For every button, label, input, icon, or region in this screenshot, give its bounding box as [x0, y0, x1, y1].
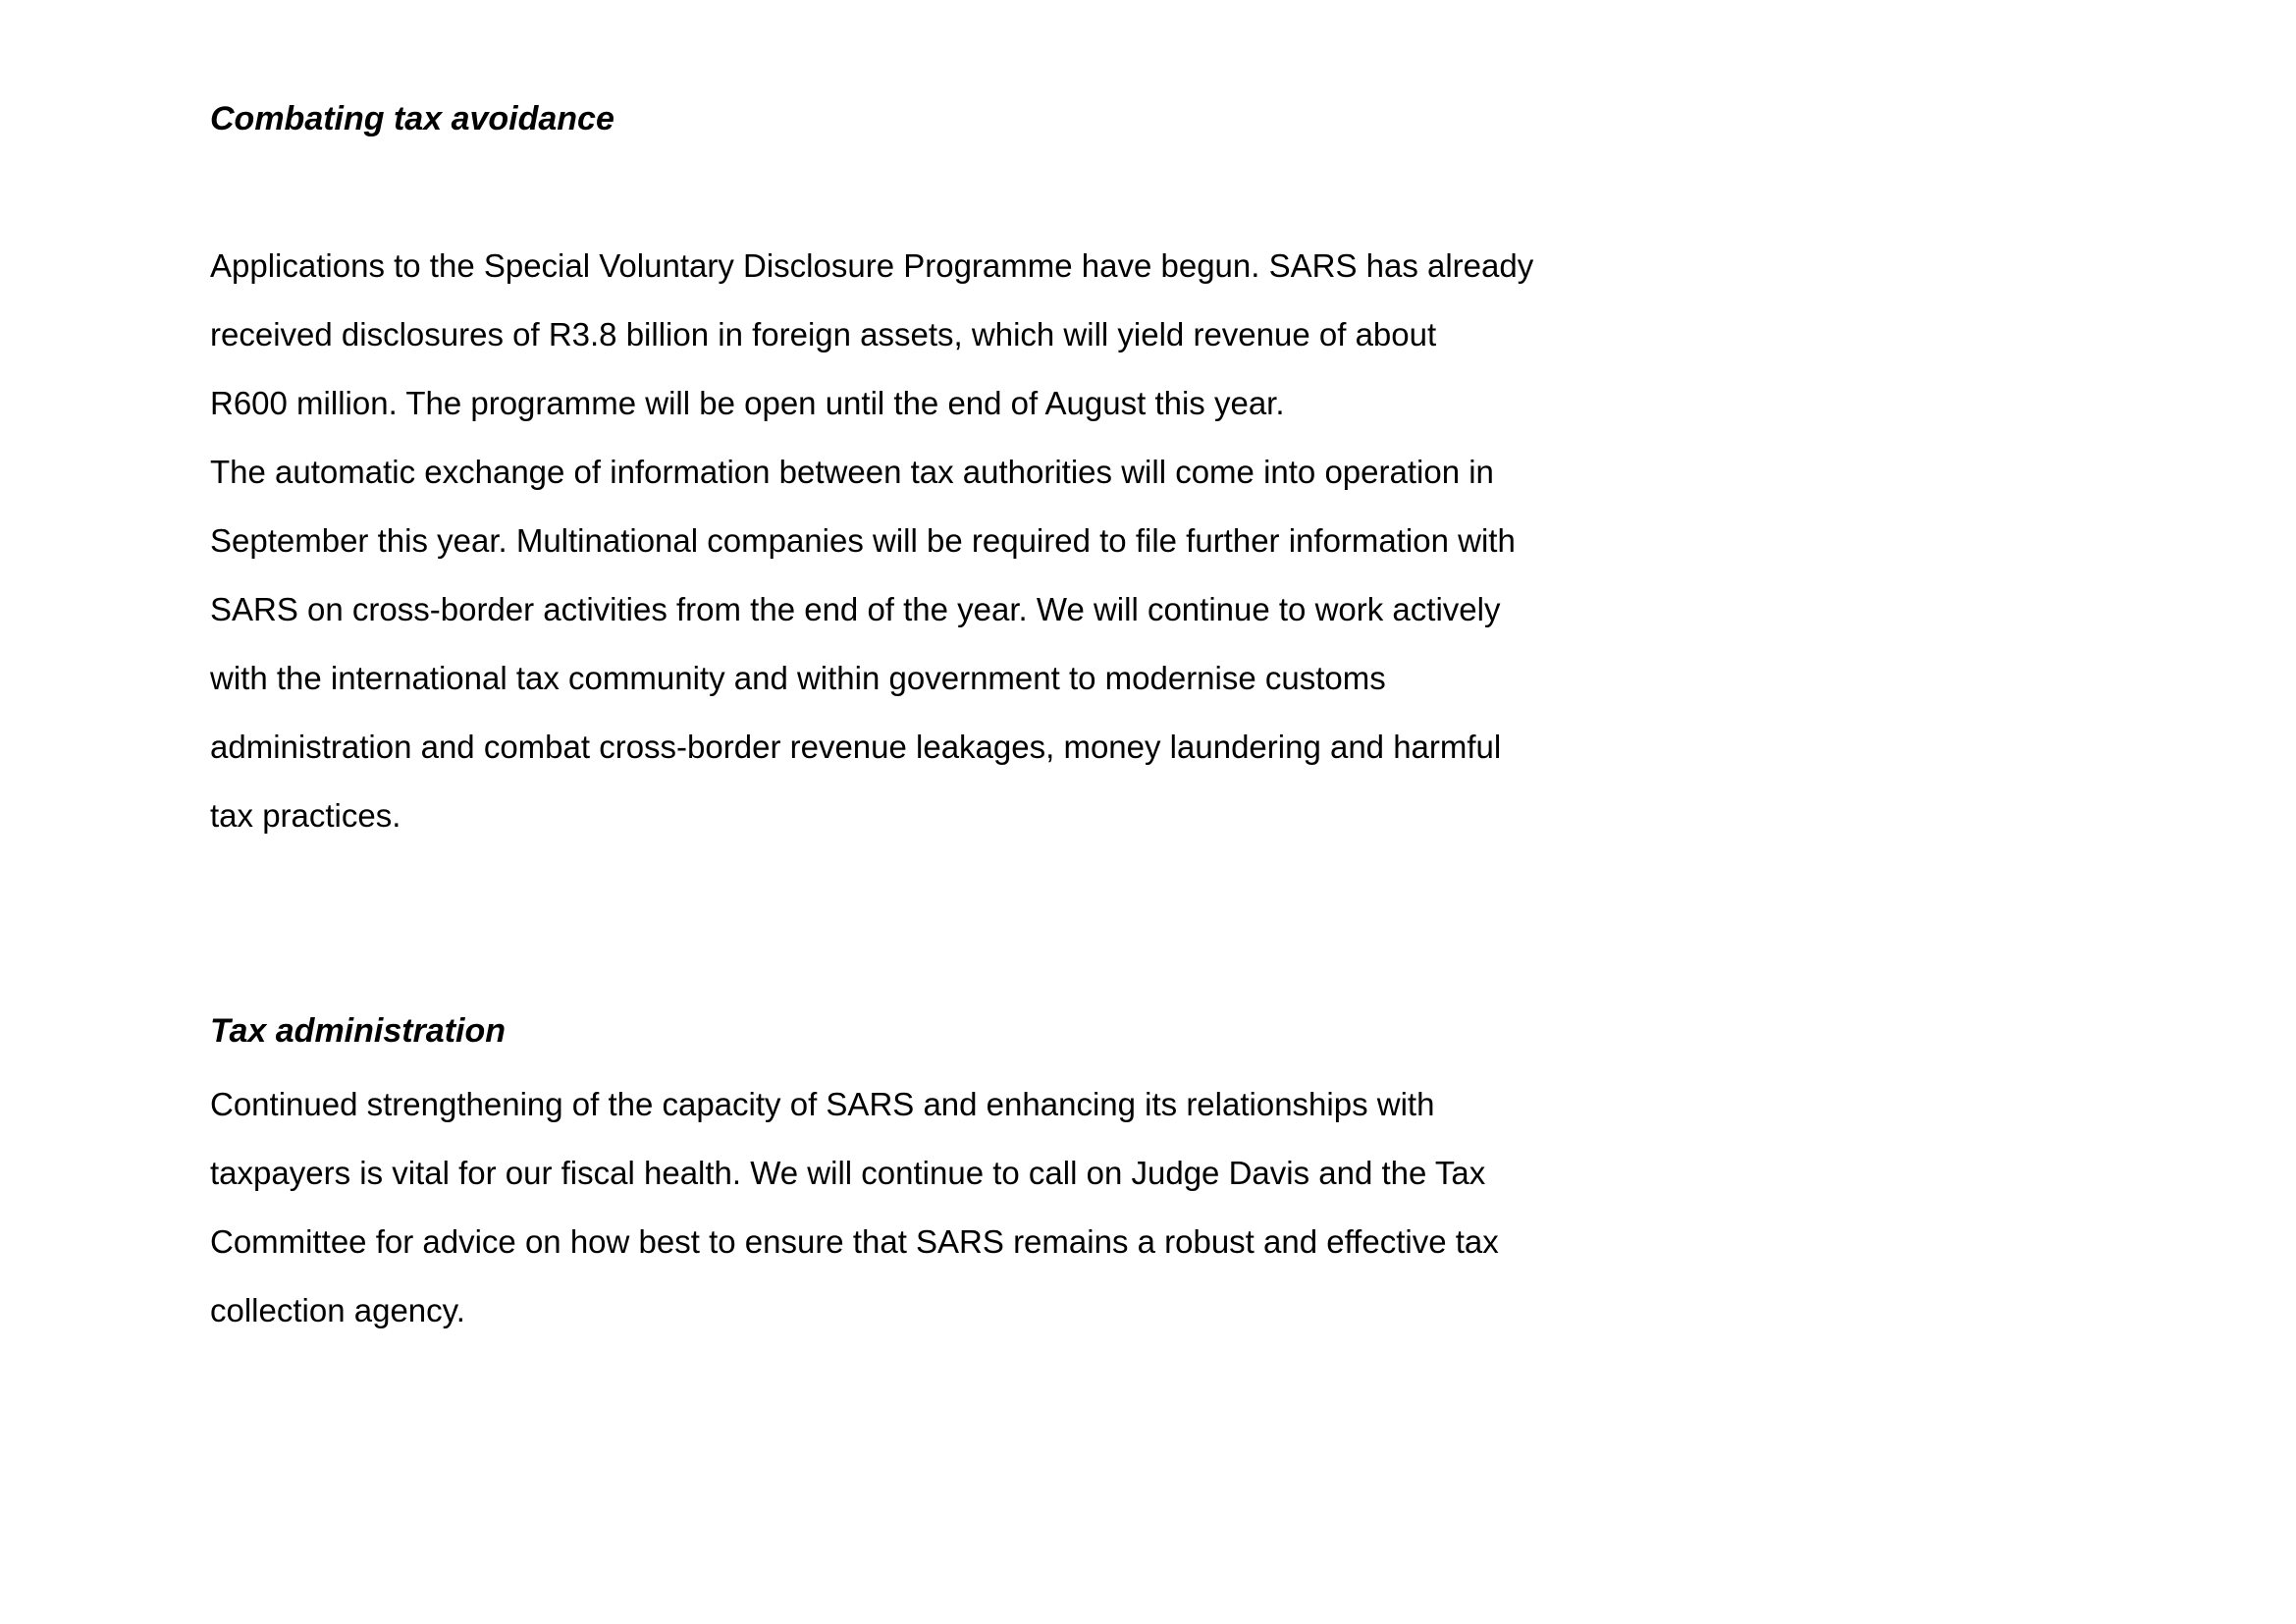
paragraph-tax-avoidance — [210, 232, 2173, 850]
text-line: received disclosures of R3.8 billion in foreign assets, which will yield revenue of about — [210, 316, 1437, 352]
text-line: Applications to the Special Voluntary Disclosure Programme have begun. SARS has already — [210, 247, 1534, 284]
section-heading-tax-administration: Tax administration — [210, 1012, 507, 1050]
text-line: Committee for advice on how best to ensure that SARS remains a robust and effective tax — [210, 1223, 1499, 1260]
text-line: SARS on cross-border activities from the end of the year. We will continue to work actively — [210, 591, 1501, 627]
text-line: R600 million. The programme will be open until the end of August this year. — [210, 385, 1285, 421]
section-heading-combating-tax-avoidance: Combating tax avoidance — [210, 100, 614, 137]
text-line: with the international tax community and within government to modernise customs — [210, 660, 1386, 696]
text-line: September this year. Multinational companies will be required to file further information with — [210, 522, 1516, 559]
paragraph-tax-administration — [210, 1070, 2173, 1345]
text-line: collection agency. — [210, 1292, 465, 1328]
text-line: The automatic exchange of information between tax authorities will come into operation in — [210, 454, 1494, 490]
text-line: administration and combat cross-border revenue leakages, money laundering and harmful — [210, 729, 1502, 765]
text-line: Continued strengthening of the capacity of SARS and enhancing its relationships with — [210, 1086, 1435, 1122]
text-line: taxpayers is vital for our fiscal health. We will continue to call on Judge Davis and the Tax — [210, 1155, 1486, 1191]
text-line: tax practices. — [210, 797, 401, 834]
